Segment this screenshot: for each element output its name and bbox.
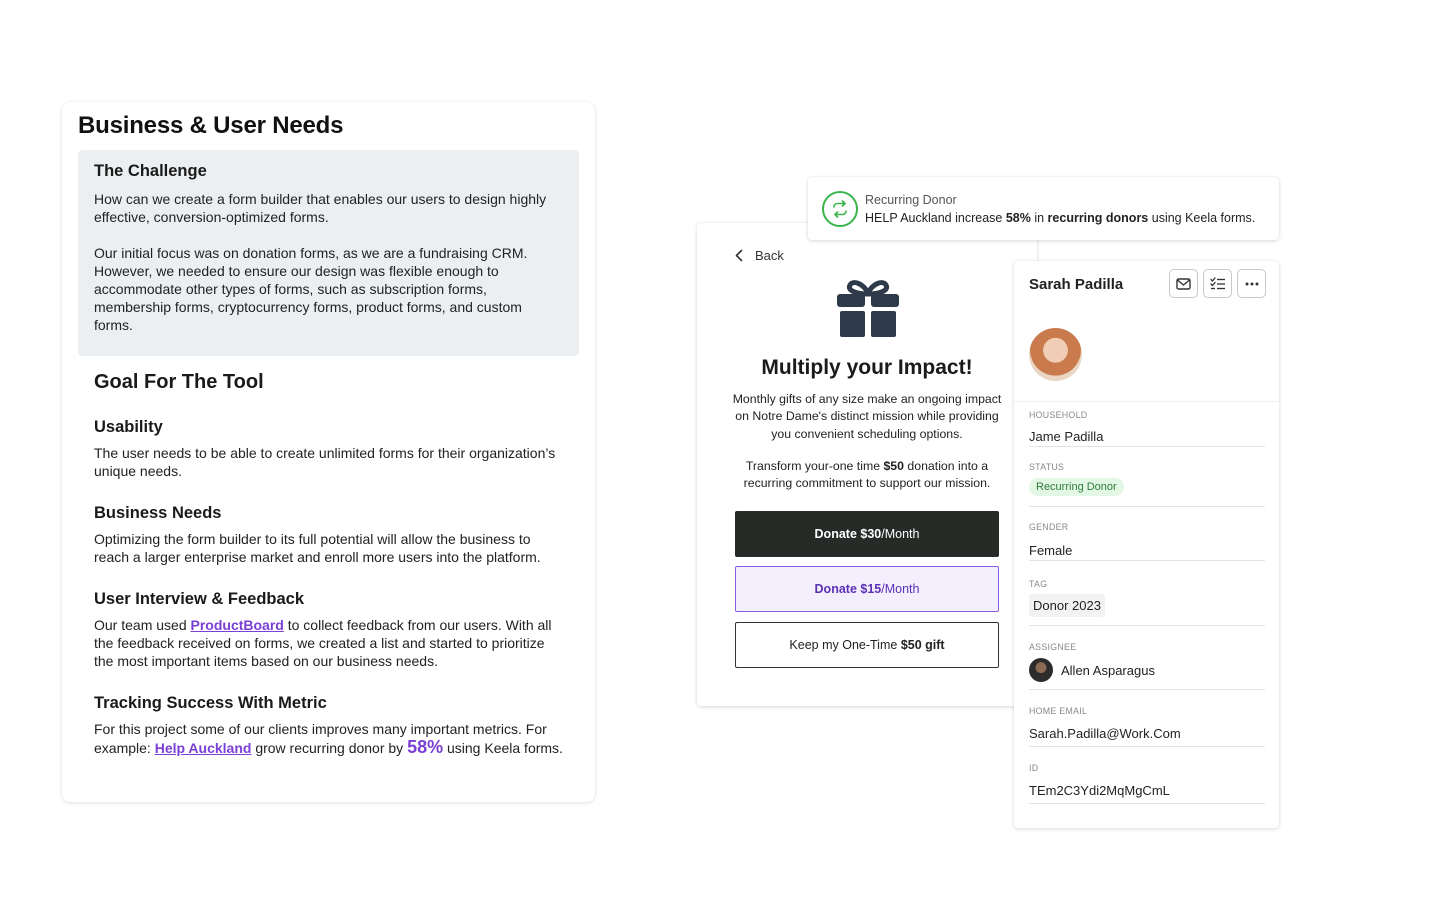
tracking-text-before: For this project some of our clients improves many important metrics. For example: [94,721,547,756]
assignee-value[interactable] [1029,658,1265,685]
donation-form-card [697,223,1037,706]
status-label: STATUS [1029,462,1065,472]
banner-bold-phrase: recurring donors [1047,211,1149,225]
interview-heading: User Interview & Feedback [94,590,305,608]
household-label: HOUSEHOLD [1029,410,1088,420]
interview-text-before: Our team used [94,617,191,633]
challenge-box [78,150,579,356]
household-value[interactable]: Jame Padilla [1029,429,1104,444]
contact-profile-card [1014,261,1279,828]
email-button[interactable] [1169,269,1198,298]
keep-one-time-rest: Keep my One-Time [789,638,898,652]
repeat-icon [822,191,858,227]
contact-avatar [1029,328,1082,381]
donate-15-monthly-button[interactable] [735,566,999,612]
assignee-name: Allen Asparagus [1061,662,1155,678]
household-field [1029,410,1265,447]
keep-one-time-button[interactable] [735,622,999,668]
gender-label: GENDER [1029,522,1069,532]
mail-icon [1176,278,1191,290]
help-auckland-link[interactable]: Help Auckland [154,740,252,756]
donate-30-bold: Donate $30 [814,527,882,541]
tag-chip[interactable]: Donor 2023 [1029,594,1105,617]
form-description: Monthly gifts of any size make an ongoing impact on Notre Dame's distinct mission while providing you convenient scheduling options. [732,392,1002,441]
profile-actions [1169,269,1266,298]
banner-text-before: HELP Auckland increase [865,211,1006,225]
banner-percent: 58% [1005,211,1031,225]
assignee-field [1029,642,1265,690]
email-value[interactable]: Sarah.Padilla@Work.Com [1029,726,1181,741]
business-needs-heading: Business Needs [94,504,222,522]
tracking-text-after: using Keela forms. [443,740,563,756]
interview-text-after: to collect feedback from our users. With all the feedback received on forms, we created a list and started to prioritize the most important items based on our business needs. [94,617,552,669]
gender-value: Female [1029,543,1073,558]
donate-15-bold: Donate $15 [814,582,882,596]
challenge-text-2: Our initial focus was on donation forms, as we are a fundraising CRM. However, we needed to ensure our design was flexible enough to accommodate other types of forms, such as subscription forms, membership forms, cryptocurrency forms, product forms, and custom forms. [94,245,528,333]
back-button[interactable] [735,248,784,263]
divider [1014,401,1279,402]
interview-text [94,616,563,670]
banner-text-after: using Keela forms. [1148,211,1256,225]
goal-title: Goal For The Tool [94,371,264,393]
donate-30-rest: /Month [881,527,920,541]
more-options-button[interactable] [1237,269,1266,298]
tracking-heading: Tracking Success With Metric [94,694,327,712]
donate-30-monthly-button[interactable] [735,511,999,557]
form-transform-text [727,458,1007,493]
usability-heading: Usability [94,418,163,436]
tracking-text-middle: grow recurring donor by [251,740,408,756]
gift-icon [835,280,901,338]
form-title: Multiply your Impact! [761,356,973,379]
checklist-icon [1210,277,1226,291]
id-value: TEm2C3Ydi2MqMgCmL [1029,783,1170,798]
gender-field [1029,522,1265,561]
goals-section [78,371,579,757]
contact-name: Sarah Padilla [1029,276,1124,293]
banner-text-in: in [1030,211,1048,225]
usability-text: The user needs to be able to create unlimited forms for their organization’s unique needs. [94,445,556,479]
recurring-donor-banner [808,177,1279,240]
id-label: ID [1029,763,1039,773]
email-field [1029,706,1265,747]
tracking-text [94,720,563,757]
tag-field [1029,579,1265,626]
donate-15-rest: /Month [881,582,920,596]
tag-label: TAG [1029,579,1048,589]
productboard-link[interactable]: ProductBoard [190,617,284,633]
business-needs-text: Optimizing the form builder to its full potential will allow the business to reach a larger enterprise market and enroll more users into the platform. [94,531,541,565]
transform-amount: $50 [883,459,904,473]
keep-one-time-bold: $50 gift [900,638,945,652]
assignee-avatar [1029,658,1053,682]
banner-title: Recurring Donor [865,193,957,207]
tracking-percent: 58% [407,737,444,757]
status-field [1029,462,1265,507]
transform-before: Transform your-one time [745,459,884,473]
challenge-heading: The Challenge [94,162,207,180]
email-label: HOME EMAIL [1029,706,1088,716]
challenge-text-1: How can we create a form builder that enables our users to design highly effective, conversion-optimized forms. [94,191,547,225]
transform-after: donation into a recurring commitment to support our mission. [743,459,991,491]
id-field [1029,763,1265,804]
business-needs-card [62,102,595,802]
banner-text [865,211,1255,225]
status-badge: Recurring Donor [1029,478,1124,496]
chevron-left-icon [735,249,743,262]
card-title: Business & User Needs [78,112,344,139]
more-horizontal-icon [1245,282,1259,286]
task-list-button[interactable] [1203,269,1232,298]
back-label: Back [755,248,784,263]
assignee-label: ASSIGNEE [1029,642,1077,652]
